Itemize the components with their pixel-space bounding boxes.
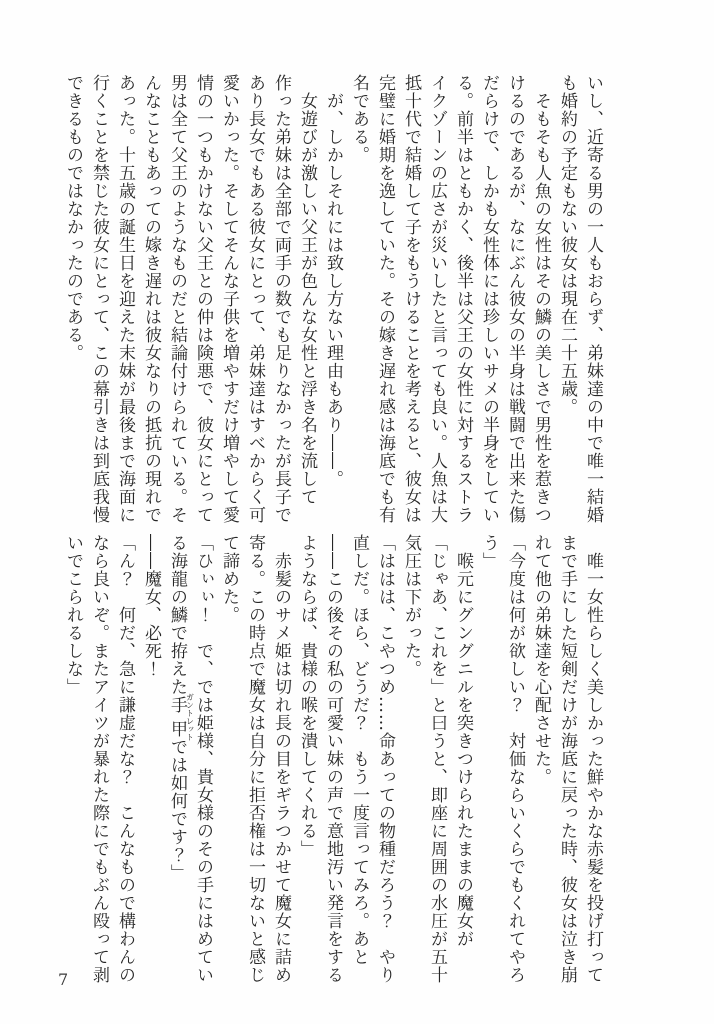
paragraph: 唯一女性らしく美しかった鮮やかな赤髪を投げ打ってまで手にした短剣だけが海底に戻った時、彼女は泣き崩れて他の弟妹達を心配させた。 [531, 534, 603, 984]
paragraph: 「今度は何が欲しい？ 対価ならいくらでもくれてやろう」 [479, 534, 525, 984]
page-number: 7 [58, 970, 69, 989]
paragraph: 喉元にグングニルを突きつけられたままの魔女が「じゃあ、これを」と曰うと、即座に周囲の水圧が五十気圧は下がった。 [401, 534, 473, 984]
paragraph: 赤髪のサメ姫は切れ長の目をギラつかせて魔女に詰め寄る。この時点で魔女は自分に拒否権は一切ないと感じて諦めた。 [219, 534, 291, 984]
paragraph: 「ははは、こやつめ……命あっての物種だろう？ やり直しだ。ほら、どうだ？ もう一度言ってみろ。あと――この後その私の可愛い妹の声で意地汚い発言をするようならば、貴様の喉を潰してくれる」 [297, 534, 395, 984]
ruby-annotated-word: 手甲ガントレット [167, 693, 195, 741]
paragraph: いし、近寄る男の一人もおらず、弟妹達の中で唯一結婚も婚約の予定もない彼女は現在二十五歳。 [557, 74, 603, 524]
paragraph: そもそも人魚の女性はその鱗の美しさで男性を惹きつけるのであるが、なにぶん彼女の半身は戦闘で出来た傷だらけで、しかも女性体には珍しいサメの半身をしている。前半はともかく、後半は父王の女性に対するストライクゾーンの広さが災いしたと言っても良い。人魚は大抵十代で結婚して子をもうけることを考えると、彼女は完璧に婚期を逸していた。その嫁き遅れ感は海底でも有名である。 [349, 74, 551, 524]
paragraph: 女遊びが激しい父王が色んな女性と浮き名を流して作った弟妹は全部で両手の数でも足りなかったが長子であり長女でもある彼女にとって、弟妹達はすべからく可愛いかった。そしてそんな子供を増やすだけ増やして愛情の一つもかけない父王との仲は険悪で、彼女にとって男は全て父王のようなものだと結論付けられている。そんなこともあっての嫁き遅れは彼女なりの抵抗の現れであった。十五歳の誕生日を迎えた末妹が最後まで海面に行くことを禁じた彼女にとって、この幕引きは到底我慢できるものではなかったのである。 [63, 74, 317, 524]
paragraph: が、しかしそれには致し方ない理由もあり――。 [323, 74, 343, 488]
paragraph: 「ひぃぃ！ で、では姫様、貴女様のその手にはめている海龍の鱗で拵えた手甲ガントレットでは如何です？」 [167, 534, 213, 984]
paragraph: 「ん？ 何だ、急に謙虚だな？ こんなもので構わんのなら良いぞ。またアイツが暴れた際にでもぶん殴って剥いでこられるしな」 [63, 534, 135, 984]
paragraph: ――魔女、必死！ [141, 534, 161, 678]
text-block-top [60, 74, 606, 526]
text-block-bottom [60, 534, 606, 986]
